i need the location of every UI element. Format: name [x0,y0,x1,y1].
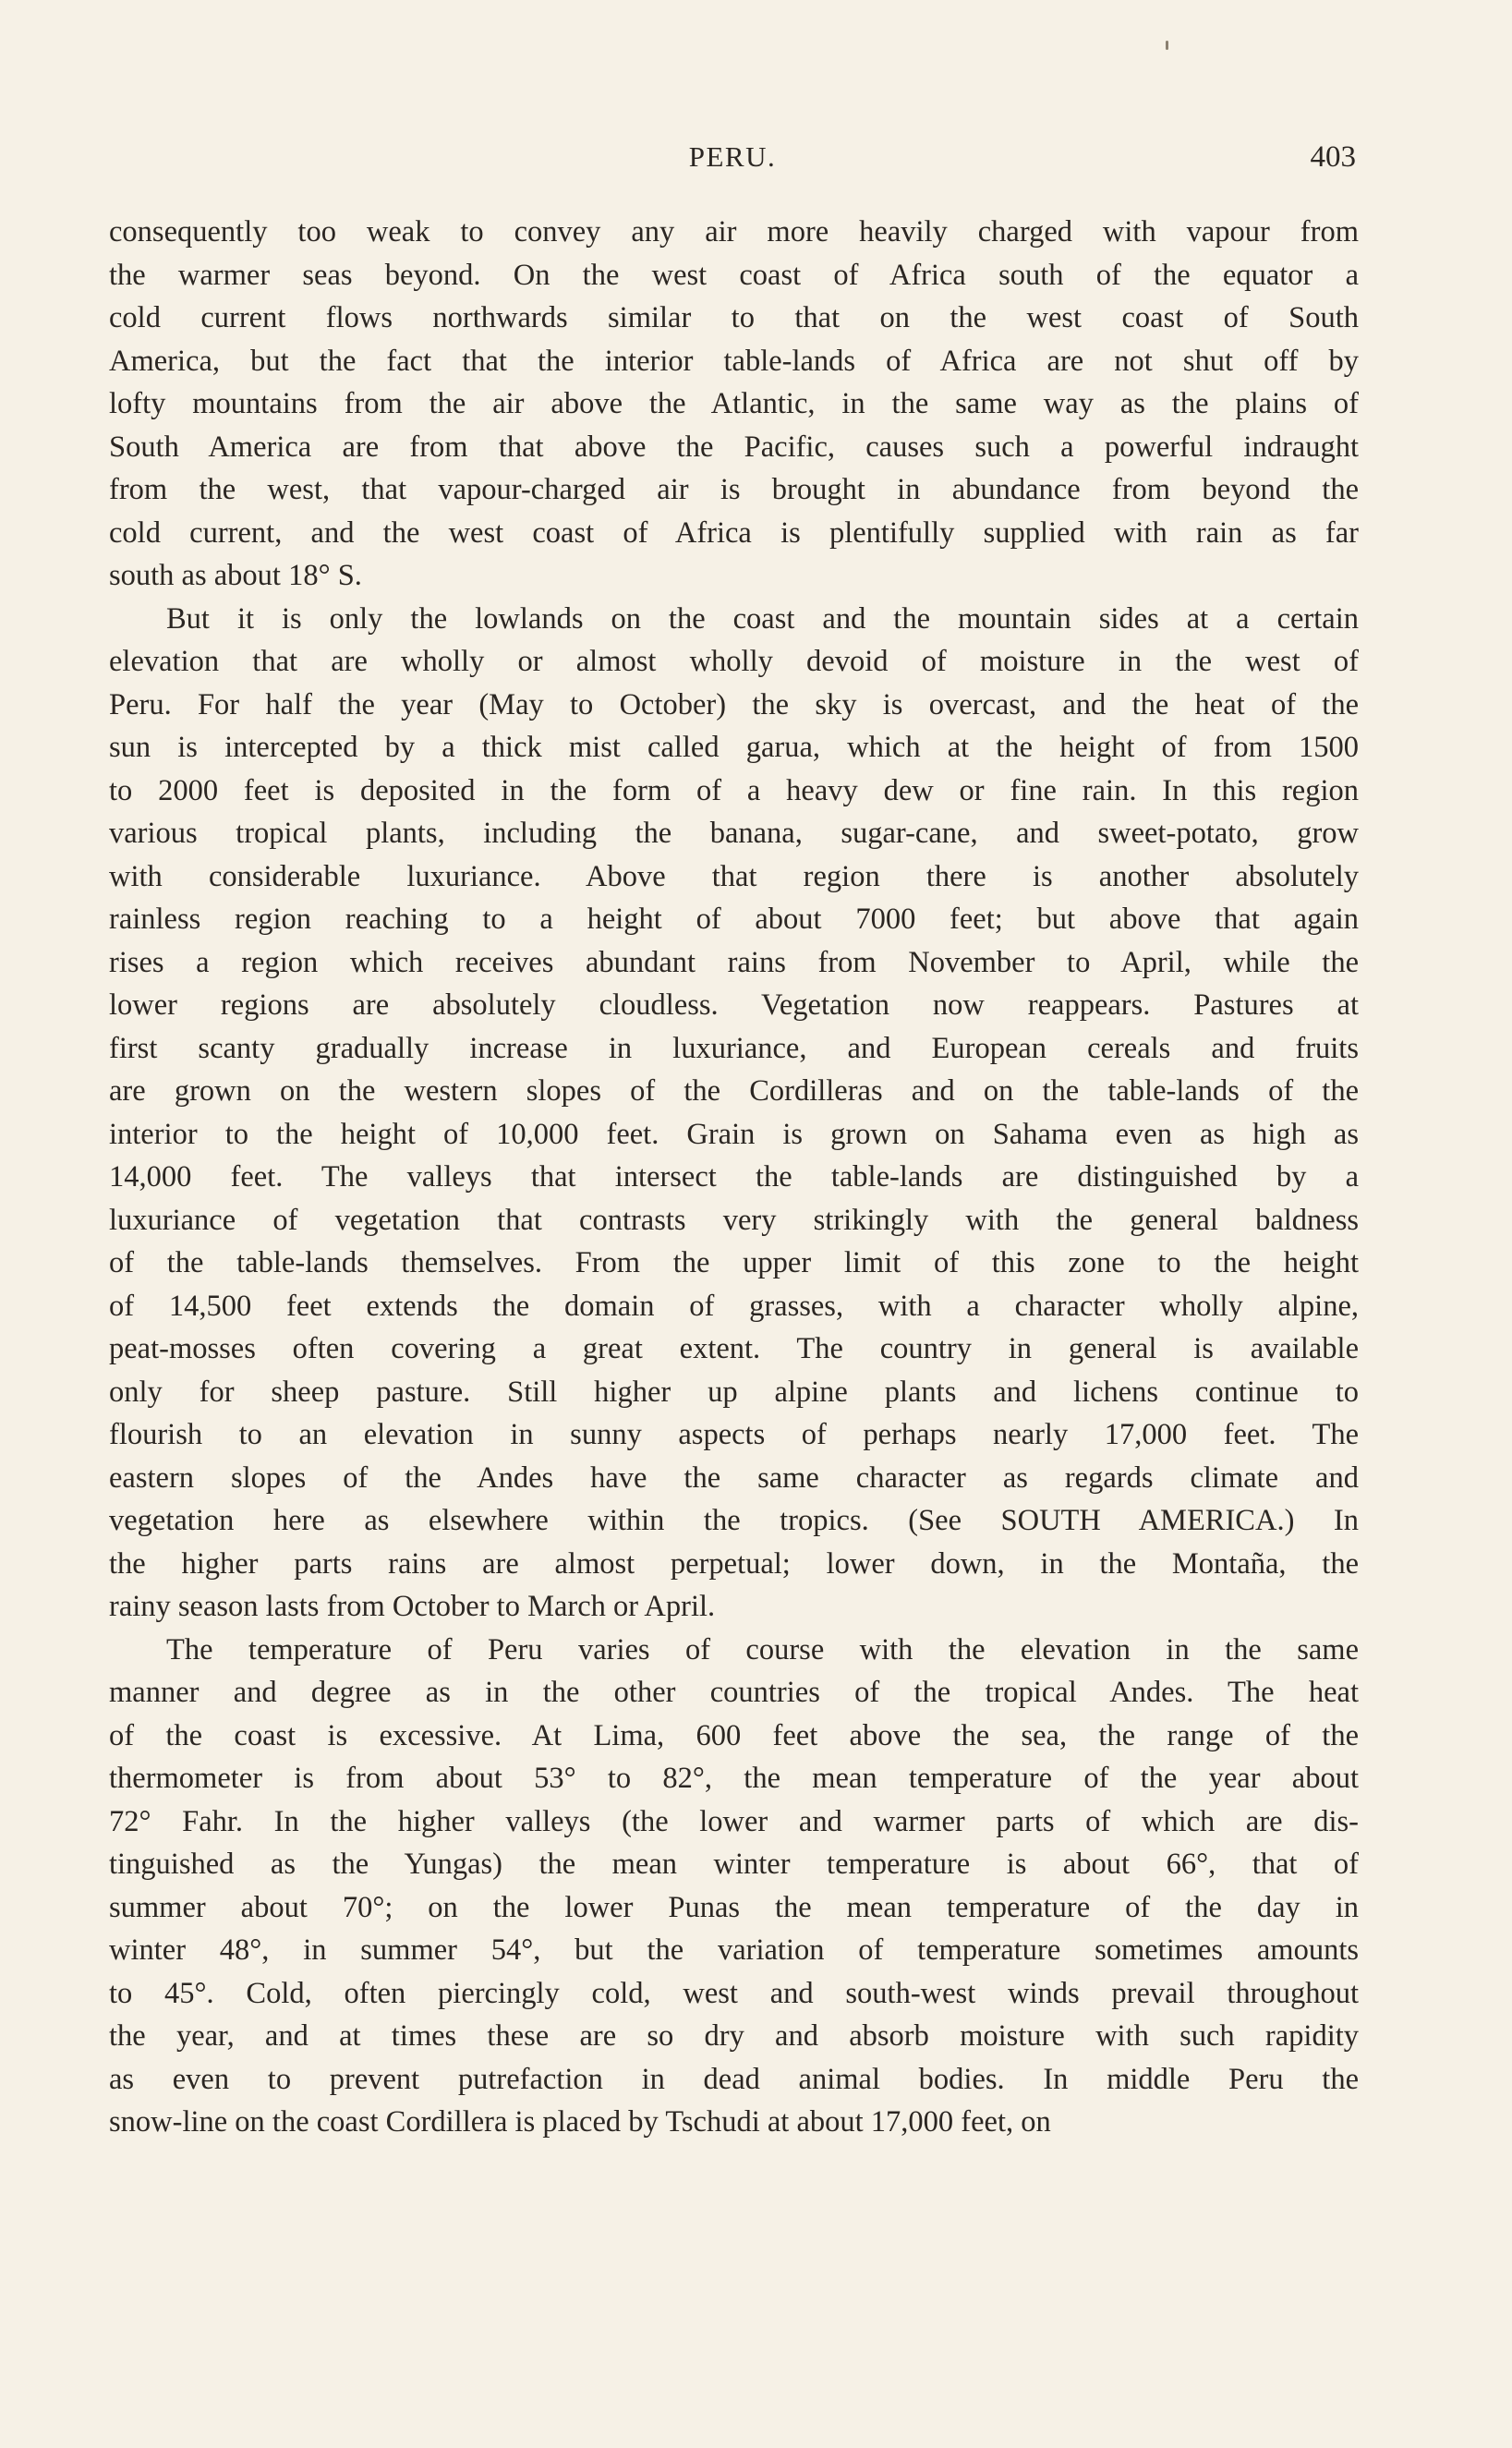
text-line: the year, and at times these are so dry and absorb moisture with such rapidity [109,2019,1359,2053]
text-line: of the table-lands themselves. From the upper limit of this zone to the height [109,1246,1359,1279]
page-number: 403 [1310,140,1356,174]
text-line: various tropical plants, including the banana, sugar-cane, and sweet-potato, grow [109,817,1359,850]
text-line: eastern slopes of the Andes have the same character as regards climate and [109,1460,1359,1495]
running-header [109,140,1356,181]
text-line: manner and degree as in the other countries of the tropical Andes. The heat [109,1676,1359,1709]
text-line: flourish to an elevation in sunny aspects of perhaps nearly 17,000 feet. The [109,1418,1359,1451]
paragraph [109,598,1359,1629]
text-line: luxuriance of vegetation that contrasts very strikingly with the general baldness [109,1203,1359,1237]
text-line: to 2000 feet is deposited in the form of a heavy dew or fine rain. In this region [109,773,1359,807]
text-line: elevation that are wholly or almost wholly devoid of moisture in the west of [109,645,1359,678]
text-line: of 14,500 feet extends the domain of grasses, with a character wholly alpine, [109,1289,1359,1323]
text-line: peat-mosses often covering a great extent. The country in general is available [109,1332,1359,1365]
page-title: PERU. [688,140,777,173]
text-line: the higher parts rains are almost perpetual; lower down, in the Montaña, the [109,1546,1359,1581]
text-line: the warmer seas beyond. On the west coast of Africa south of the equator a [109,258,1359,292]
text-line: of the coast is excessive. At Lima, 600 feet above the sea, the range of the [109,1718,1359,1752]
text-line: lower regions are absolutely cloudless. Vegetation now reappears. Pastures at [109,988,1359,1022]
text-line: winter 48°, in summer 54°, but the variation of temperature sometimes amounts [109,1933,1359,1967]
text-line: 72° Fahr. In the higher valleys (the lower and warmer parts of which are dis- [109,1804,1359,1838]
body-text [109,211,1359,2144]
text-line: vegetation here as elsewhere within the tropics. (See SOUTH AMERICA.) In [109,1504,1359,1537]
text-line: with considerable luxuriance. Above that region there is another absolutely [109,859,1359,893]
paragraph [109,1629,1359,2144]
text-line: rises a region which receives abundant rains from November to April, while the [109,945,1359,979]
text-line: as even to prevent putrefaction in dead animal bodies. In middle Peru the [109,2062,1359,2096]
text-line: 14,000 feet. The valleys that intersect the table-lands are distinguished by a [109,1160,1359,1194]
text-line: snow-line on the coast Cordillera is placed by Tschudi at about 17,000 feet, on [109,2105,1051,2139]
text-line: first scanty gradually increase in luxuriance, and European cereals and fruits [109,1031,1359,1065]
text-line: America, but the fact that the interior table-lands of Africa are not shut off by [109,344,1359,378]
text-line: from the west, that vapour-charged air is brought in abundance from beyond the [109,473,1359,506]
text-line: cold current flows northwards similar to that on the west coast of South [109,301,1359,334]
text-line: The temperature of Peru varies of course with the elevation in the same [166,1632,1359,1666]
text-line: But it is only the lowlands on the coast and the mountain sides at a certain [166,601,1359,636]
text-line: lofty mountains from the air above the Atlantic, in the same way as the plains of [109,387,1359,420]
text-line: to 45°. Cold, often piercingly cold, west and south-west winds prevail throughout [109,1976,1359,2010]
ink-speck [1166,41,1168,50]
paragraph [109,211,1359,598]
text-line: rainy season lasts from October to March or April. [109,1590,716,1623]
text-line: South America are from that above the Pacific, causes such a powerful indraught [109,430,1359,464]
text-line: only for sheep pasture. Still higher up alpine plants and lichens continue to [109,1375,1359,1409]
text-line: consequently too weak to convey any air more heavily charged with vapour from [109,215,1359,248]
text-line: are grown on the western slopes of the Cordilleras and on the table-lands of the [109,1074,1359,1108]
text-line: Peru. For half the year (May to October) the sky is overcast, and the heat of the [109,687,1359,721]
text-line: rainless region reaching to a height of about 7000 feet; but above that again [109,903,1359,936]
text-line: sun is intercepted by a thick mist called garua, which at the height of from 1500 [109,731,1359,764]
text-line: cold current, and the west coast of Africa is plentifully supplied with rain as far [109,515,1359,550]
text-line: interior to the height of 10,000 feet. Grain is grown on Sahama even as high as [109,1117,1359,1151]
text-line: thermometer is from about 53° to 82°, the mean temperature of the year about [109,1762,1359,1795]
text-line: south as about 18° S. [109,559,362,592]
text-line: summer about 70°; on the lower Punas the mean temperature of the day in [109,1890,1359,1924]
text-line: tinguished as the Yungas) the mean winter temperature is about 66°, that of [109,1848,1359,1881]
